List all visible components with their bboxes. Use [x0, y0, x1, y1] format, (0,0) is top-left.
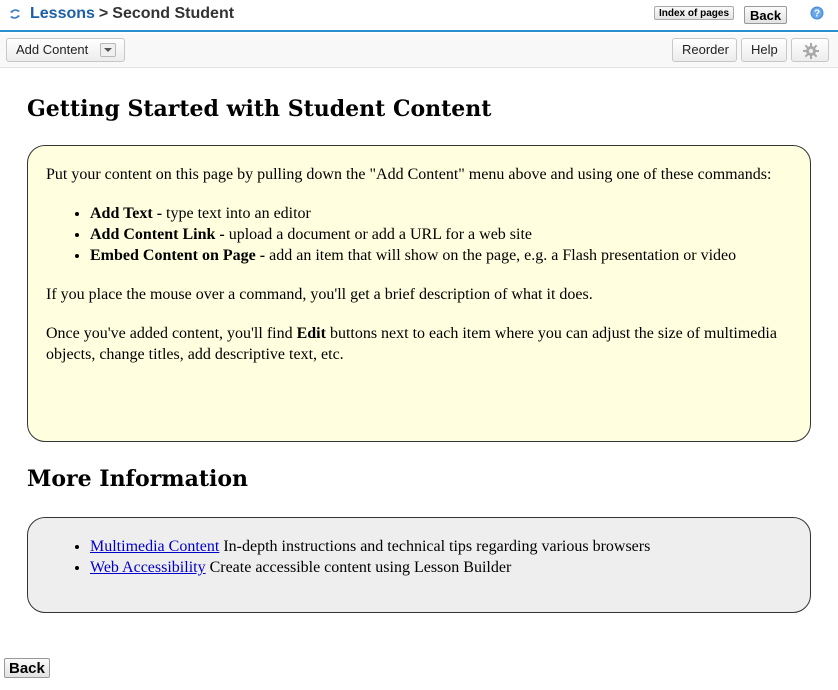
help-button[interactable]: Help [741, 38, 787, 62]
gear-icon [802, 42, 820, 60]
list-item [90, 245, 792, 266]
section-title-more-information: More Information [27, 466, 249, 492]
section-title-getting-started: Getting Started with Student Content [27, 96, 492, 122]
command-name: Add Text - [90, 205, 163, 222]
edit-note [46, 323, 792, 365]
toolbar [0, 34, 838, 68]
breadcrumb-lessons-link[interactable]: Lessons [30, 5, 95, 22]
command-description: upload a document or add a URL for a web site [224, 226, 533, 243]
command-description: type text into an editor [162, 205, 311, 222]
back-button-bottom[interactable]: Back [4, 658, 50, 678]
command-name: Embed Content on Page - [90, 247, 266, 264]
info-link-list [46, 536, 792, 578]
mouse-over-note: If you place the mouse over a command, you'll get a brief description of what it does. [46, 286, 593, 303]
list-item [90, 224, 792, 245]
list-item [90, 203, 792, 224]
list-item [90, 536, 792, 557]
settings-button[interactable] [791, 38, 829, 62]
add-content-label: Add Content [16, 42, 89, 57]
edit-note-after: buttons next to each item where you can adjust the size of multimedia objects, change titles, add descriptive text, etc. [46, 325, 777, 363]
lessons-icon [8, 7, 22, 21]
multimedia-content-link[interactable]: Multimedia Content [90, 538, 220, 555]
breadcrumb-separator: > [98, 5, 109, 22]
svg-text:?: ? [813, 8, 821, 20]
breadcrumb [30, 5, 234, 23]
web-accessibility-link[interactable]: Web Accessibility [90, 559, 206, 576]
back-button-top[interactable]: Back [744, 6, 787, 24]
breadcrumb-current-page: Second Student [112, 5, 235, 22]
edit-word: Edit [296, 325, 326, 342]
question-icon[interactable] [810, 6, 824, 20]
top-bar [0, 0, 838, 32]
more-information-box [27, 517, 811, 613]
link-description: In-depth instructions and technical tips regarding various browsers [219, 538, 651, 555]
index-of-pages-button[interactable]: Index of pages [654, 6, 734, 20]
list-item [90, 557, 792, 578]
getting-started-box [27, 145, 811, 442]
add-content-menu-button[interactable] [6, 38, 125, 62]
edit-note-before: Once you've added content, you'll find [46, 325, 297, 342]
command-name: Add Content Link - [90, 226, 225, 243]
command-description: add an item that will show on the page, e.g. a Flash presentation or video [265, 247, 737, 264]
chevron-down-icon [100, 43, 116, 57]
reorder-button[interactable]: Reorder [672, 38, 737, 62]
command-list [46, 203, 792, 266]
intro-text: Put your content on this page by pulling down the "Add Content" menu above and using one of these commands: [46, 166, 772, 183]
link-description: Create accessible content using Lesson Builder [205, 559, 512, 576]
